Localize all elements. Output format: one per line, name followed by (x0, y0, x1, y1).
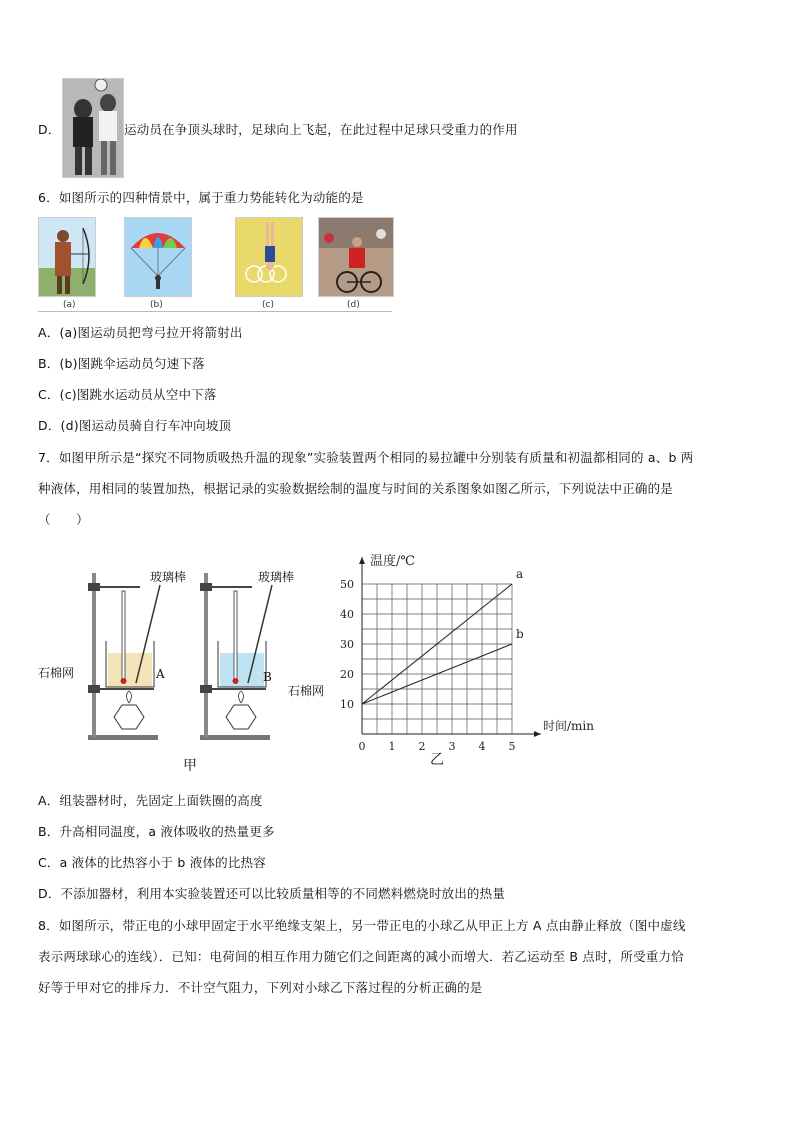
photo-c-diver (235, 217, 303, 297)
q5-option-d-letter: D． (38, 122, 61, 137)
photo-b-parachute (124, 217, 192, 297)
series-label-b: b (516, 627, 524, 641)
caption-d: (d) (347, 300, 360, 310)
photo-a-archer (38, 217, 96, 297)
caption-c: (c) (262, 300, 274, 310)
q5-option-d-text: 运动员在争顶头球时，足球向上飞起，在此过程中足球只受重力的作用 (124, 122, 518, 137)
q7-option-a: A．组装器材时，先固定上面铁圈的高度 (38, 793, 263, 808)
liquid-b (220, 653, 264, 687)
y-tick-label: 40 (340, 608, 354, 621)
rod-label-left: 玻璃棒 (150, 570, 187, 584)
q6-stem: 6．如图所示的四种情景中，属于重力势能转化为动能的是 (38, 190, 364, 205)
x-tick-label: 3 (448, 740, 456, 753)
q7-option-d: D．不添加器材，利用本实验装置还可以比较质量相等的不同燃料燃烧时放出的热量 (38, 886, 506, 901)
gauze-label-right: 石棉网 (288, 684, 325, 698)
q6-option-c: C．(c)图跳水运动员从空中下落 (38, 387, 217, 402)
beaker-a-label: A (156, 667, 165, 681)
y-axis-label: 温度/℃ (370, 554, 415, 569)
q7-option-c: C．a 液体的比热容小于 b 液体的比热容 (38, 855, 266, 870)
caption-b: (b) (150, 300, 163, 310)
series-label-a: a (516, 567, 524, 581)
q8-stem-line3: 好等于甲对它的排斥力．不计空气阻力，下列对小球乙下落过程的分析正确的是 (38, 980, 483, 995)
rod-label-right: 玻璃棒 (258, 570, 295, 584)
x-tick-label: 0 (358, 740, 366, 753)
photo-strip-divider (38, 311, 392, 312)
figure-label-jia: 甲 (183, 758, 197, 774)
q6-option-a: A．(a)图运动员把弯弓拉开将箭射出 (38, 325, 243, 340)
figure-label-yi: 乙 (430, 752, 444, 768)
y-tick-label: 10 (340, 698, 354, 711)
y-tick-label: 50 (340, 578, 354, 591)
q7-option-b: B．升高相同温度，a 液体吸收的热量更多 (38, 824, 275, 839)
x-axis-arrow (534, 731, 541, 737)
y-tick-label: 30 (340, 638, 354, 651)
x-tick-label: 4 (478, 740, 486, 753)
heating-apparatus-diagram (36, 555, 336, 775)
liquid-a (108, 653, 152, 687)
x-tick-label: 2 (418, 740, 426, 753)
caption-a: (a) (63, 300, 76, 310)
q7-stem-line1: 7．如图甲所示是“探究不同物质吸热升温的现象”实验装置两个相同的易拉罐中分别装有质量和初温都相同的 a、b 两 (38, 450, 694, 465)
soccer-header-photo (62, 78, 124, 178)
q6-option-d: D．(d)图运动员骑自行车冲向坡顶 (38, 418, 232, 433)
stand-right (200, 573, 272, 740)
x-axis-label: 时间/min (543, 719, 594, 733)
beaker-b-label: B (263, 670, 272, 684)
q8-stem-line2: 表示两球球心的连线）．已知：电荷间的相互作用力随它们之间距离的减小而增大．若乙运动至 B 点时，所受重力恰 (38, 949, 684, 964)
q6-option-b: B．(b)图跳伞运动员匀速下落 (38, 356, 205, 371)
y-axis-arrow (359, 557, 365, 564)
x-tick-label: 5 (508, 740, 516, 753)
y-tick-label: 20 (340, 668, 354, 681)
q7-stem-line2: 种液体，用相同的装置加热，根据记录的实验数据绘制的温度与时间的关系图象如图乙所示，下列说法中正确的是 (38, 481, 674, 496)
x-tick-label: 1 (388, 740, 396, 753)
photo-d-cyclist (318, 217, 394, 297)
stand-left (88, 573, 160, 740)
q7-stem-line3: （ ） (38, 512, 89, 527)
q8-stem-line1: 8．如图所示，带正电的小球甲固定于水平绝缘支架上，另一带正电的小球乙从甲正上方 A 点由静止释放（图中虚线 (38, 918, 686, 933)
temperature-time-chart (330, 552, 600, 772)
gauze-label-left: 石棉网 (38, 666, 75, 680)
